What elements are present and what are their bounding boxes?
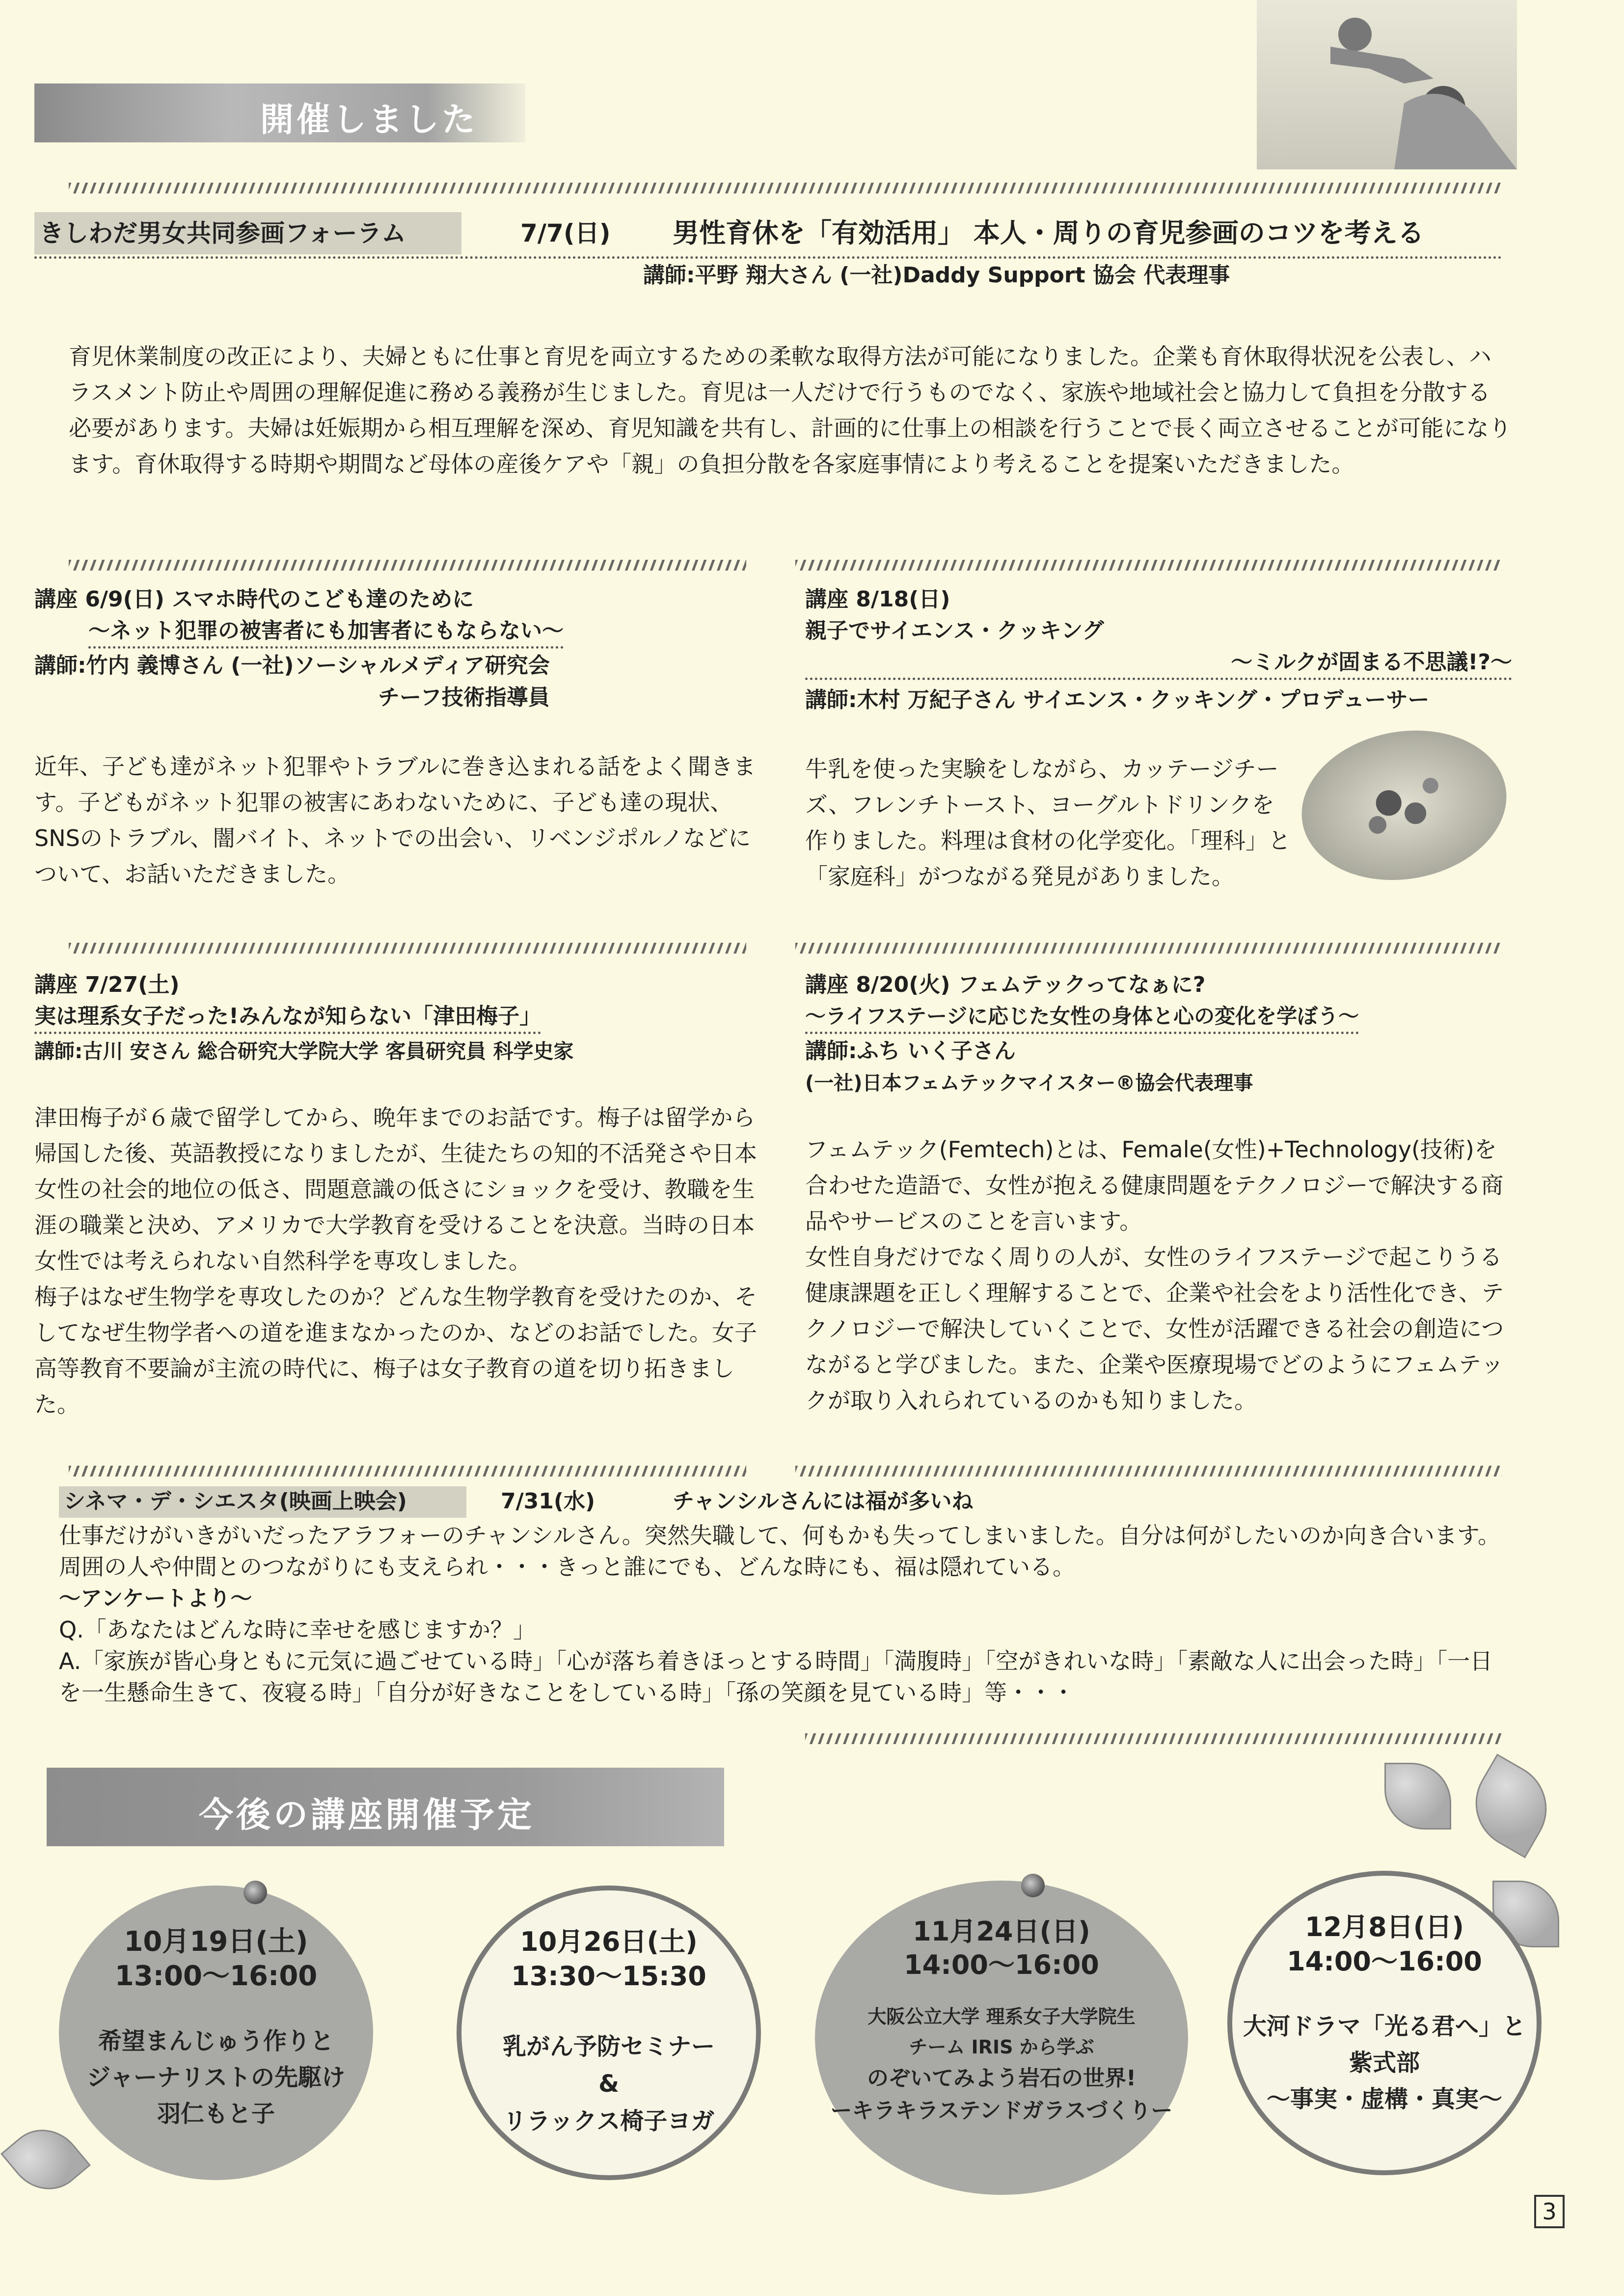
forum-lecturer: 講師:平野 翔大さん (一社)Daddy Support 協会 代表理事	[643, 263, 1230, 288]
leaf-decoration	[1459, 1753, 1563, 1858]
lecture-0818-body: 牛乳を使った実験をしながら、カッテージチーズ、フレンチトースト、ヨーグルトドリンクを作りました。料理は食材の化学変化。「理科」と「家庭科」がつながる発見がありました。	[805, 756, 1291, 890]
schedule-date: 12月8日(日)	[1304, 1912, 1464, 1942]
forum-date: 7/7(日)	[520, 219, 611, 247]
lecture-0609-line2: ～ネット犯罪の被害者にも加害者にもならない～	[88, 616, 564, 649]
lecture-0818-line1: 講座 8/18(日)	[805, 587, 950, 612]
schedule-time: 14:00～16:00	[1287, 1946, 1482, 1977]
lecture-0820-body	[805, 1132, 1512, 1419]
page-number: 3	[1534, 2195, 1565, 2228]
schedule-title: &	[598, 2070, 619, 2098]
lecture-0727-body	[34, 1100, 771, 1422]
lecture-0818-line3: ～ミルクが固まる不思議!?～	[805, 647, 1512, 680]
lecture-0609-line1: 講座 6/9(日) スマホ時代のこども達のために	[34, 587, 474, 612]
lecture-0727	[34, 970, 781, 1461]
divider	[69, 943, 746, 954]
lecture-0820-line2: ～ライフステージに応じた女性の身体と心の変化を学ぼう～	[805, 1001, 1359, 1034]
schedule-time: 13:30～15:30	[511, 1961, 706, 1992]
cinema-answer: A.「家族が皆心身ともに元気に過ごせている時」「心が落ち着きほっとする時間」「満腹時」「空がきれいな時」「素敵な人に出会った時」「一日を一生懸命生きて、夜寝る時」「自分が好きなことをしている時」「孫の笑顔を見ている時」等・・・	[59, 1648, 1493, 1706]
schedule-title: のぞいてみよう岩石の世界!	[866, 2066, 1137, 2091]
divider	[795, 1466, 1502, 1476]
divider	[795, 943, 1502, 954]
schedule-title: 大阪公立大学 理系女子大学院生	[867, 2006, 1136, 2027]
cinema-title: チャンシルさんには福が多いね	[673, 1489, 974, 1514]
section-banner-future	[47, 1768, 724, 1846]
schedule-title: チーム IRIS から学ぶ	[909, 2036, 1094, 2058]
forum-body: 育児休業制度の改正により、夫婦ともに仕事と育児を両立するための柔軟な取得方法が可能になりました。企業も育休取得状況を公表し、ハラスメント防止や周囲の理解促進に務める義務が生じました。育児は一人だけで行うものでなく、家族や地域社会と協力して負担を分散する必要があります。夫婦は妊娠期から相互理解を深め、育児知識を共有し、計画的に仕事上の相談を行うことで長く両立させることが可能になります。育休取得する時期や期間など母体の産後ケアや「親」の負担分散を各家庭事情により考えることを提案いただきました。	[69, 343, 1512, 477]
schedule-item	[59, 1886, 373, 2180]
schedule-title: 希望まんじゅう作りと	[98, 2027, 334, 2055]
schedule-title: 羽仁もと子	[157, 2100, 275, 2128]
schedule-title: ーキラキラステンドガラスづくりー	[830, 2098, 1173, 2123]
lecture-0609-lecturer: 講師:竹内 義博さん (一社)ソーシャルメディア研究会	[34, 653, 550, 678]
section-banner-past	[34, 83, 525, 142]
photo-cooking	[1290, 715, 1518, 896]
schedule-date: 10月26日(土)	[520, 1926, 698, 1957]
schedule-title: ～事実・虚構・真実～	[1266, 2085, 1502, 2113]
lecture-0609-body: 近年、子ども達がネット犯罪やトラブルに巻き込まれる話をよく聞きます。子どもがネット犯罪の被害にあわないために、子ども達の現状、SNSのトラブル、闇バイト、ネットでの出会い、リベンジポルノなどについて、お話いただきました。	[34, 753, 756, 887]
schedule-item	[1227, 1871, 1542, 2175]
lecture-0820-body-p2: 女性自身だけでなく周りの人が、女性のライフステージで起こりうる健康課題を正しく理解することで、企業や社会をより活性化でき、テクノロジーで解決していくことで、女性が活躍できる社会の創造につながると学びました。また、企業や医療現場でどのようにフェムテックが取り入れられているのかも知りました。	[805, 1244, 1504, 1414]
lecture-0727-body-p2: 梅子はなぜ生物学を専攻したのか？どんな生物学教育を受けたのか、そしてなぜ生物学者への道を進まなかったのか、などのお話でした。女子高等教育不要論が主流の時代に、梅子は女子教育の道を切り拓きました。	[34, 1284, 757, 1418]
cinema-section	[59, 1485, 1522, 1731]
lecture-0820-body-p1: フェムテック(Femtech)とは、Female(女性)+Technology(技術)を合わせた造語で、女性が抱える健康問題をテクノロジーで解決する商品やサービスのことを言います。	[805, 1136, 1504, 1234]
schedule-title: 乳がん予防セミナー	[502, 2033, 715, 2060]
lecture-0727-lecturer: 講師:古川 安さん 総合研究大学院大学 客員研究員 科学史家	[34, 1039, 574, 1063]
schedule-title: 紫式部	[1349, 2049, 1420, 2077]
lecture-0820-lecturer: 講師:ふち いく子さん	[805, 1039, 1016, 1064]
forum-header	[34, 212, 1502, 259]
lecture-0820	[805, 970, 1522, 1461]
lecture-0727-line1: 講座 7/27(土)	[34, 972, 180, 997]
lecture-0609	[34, 584, 781, 928]
schedule-title: リラックス椅子ヨガ	[503, 2107, 715, 2135]
lecture-0820-lecturer-title: (一社)日本フェムテックマイスター®協会代表理事	[805, 1072, 1253, 1094]
pushpin-icon	[244, 1881, 267, 1904]
lecture-0727-body-p1: 津田梅子が６歳で留学してから、晩年までのお話です。梅子は留学から帰国した後、英語教授になりましたが、生徒たちの知的不活発さや日本女性の社会的地位の低さ、問題意識の低さにショックを受け、教職を生涯の職業と決め、アメリカで大学教育を受けることを決意。当時の日本女性では考えられない自然科学を専攻しました。	[34, 1104, 757, 1274]
section-title-past: 開催しました	[260, 101, 479, 139]
lecture-0818-line2: 親子でサイエンス・クッキング	[805, 618, 1104, 643]
schedule-date: 10月19日(土)	[124, 1926, 308, 1958]
schedule-date: 11月24日(日)	[913, 1916, 1090, 1947]
schedule-title: 大河ドラマ「光る君へ」と	[1243, 2013, 1526, 2040]
lecture-0727-line2: 実は理系女子だった!みんなが知らない「津田梅子」	[34, 1001, 541, 1034]
lecture-0818-lecturer: 講師:木村 万紀子さん サイエンス・クッキング・プロデューサー	[805, 687, 1430, 712]
divider	[69, 560, 746, 571]
forum-label: きしわだ男女共同参画フォーラム	[39, 219, 406, 247]
cinema-survey-title: ～アンケートより～	[59, 1586, 252, 1611]
lecture-0609-lecturer-title: チーフ技術指導員	[378, 685, 550, 710]
divider	[795, 560, 1502, 571]
cinema-label: シネマ・デ・シエスタ(映画上映会)	[64, 1489, 407, 1514]
photo-father-child	[1257, 0, 1517, 169]
cinema-date: 7/31(水)	[501, 1489, 595, 1514]
divider	[69, 183, 1502, 193]
schedule-time: 13:00～16:00	[114, 1960, 318, 1992]
pushpin-icon	[1021, 1874, 1045, 1897]
schedule-item	[457, 1886, 761, 2180]
cinema-body: 仕事だけがいきがいだったアラフォーのチャンシルさん。突然失職して、何もかも失ってしまいました。自分は何がしたいのか向き合います。周囲の人や仲間とのつながりにも支えられ・・・きっと誰にでも、どんな時にも、福は隠れている。	[59, 1522, 1501, 1580]
schedule-time: 14:00～16:00	[904, 1949, 1099, 1980]
lecture-0820-line1: 講座 8/20(火) フェムテックってなぁに?	[805, 972, 1206, 997]
cinema-question: Q.「あなたはどんな時に幸せを感じますか？」	[59, 1616, 536, 1643]
forum-title: 男性育休を「有効活用」 本人・周りの育児参画のコツを考える	[673, 218, 1424, 248]
divider	[69, 1466, 746, 1476]
divider	[805, 1733, 1502, 1744]
schedule-title: ジャーナリストの先駆け	[86, 2064, 346, 2091]
lecture-0818	[805, 584, 1522, 928]
section-title-future: 今後の講座開催予定	[199, 1795, 535, 1835]
schedule-item	[815, 1881, 1188, 2195]
leaf-decoration	[1384, 1763, 1451, 1830]
